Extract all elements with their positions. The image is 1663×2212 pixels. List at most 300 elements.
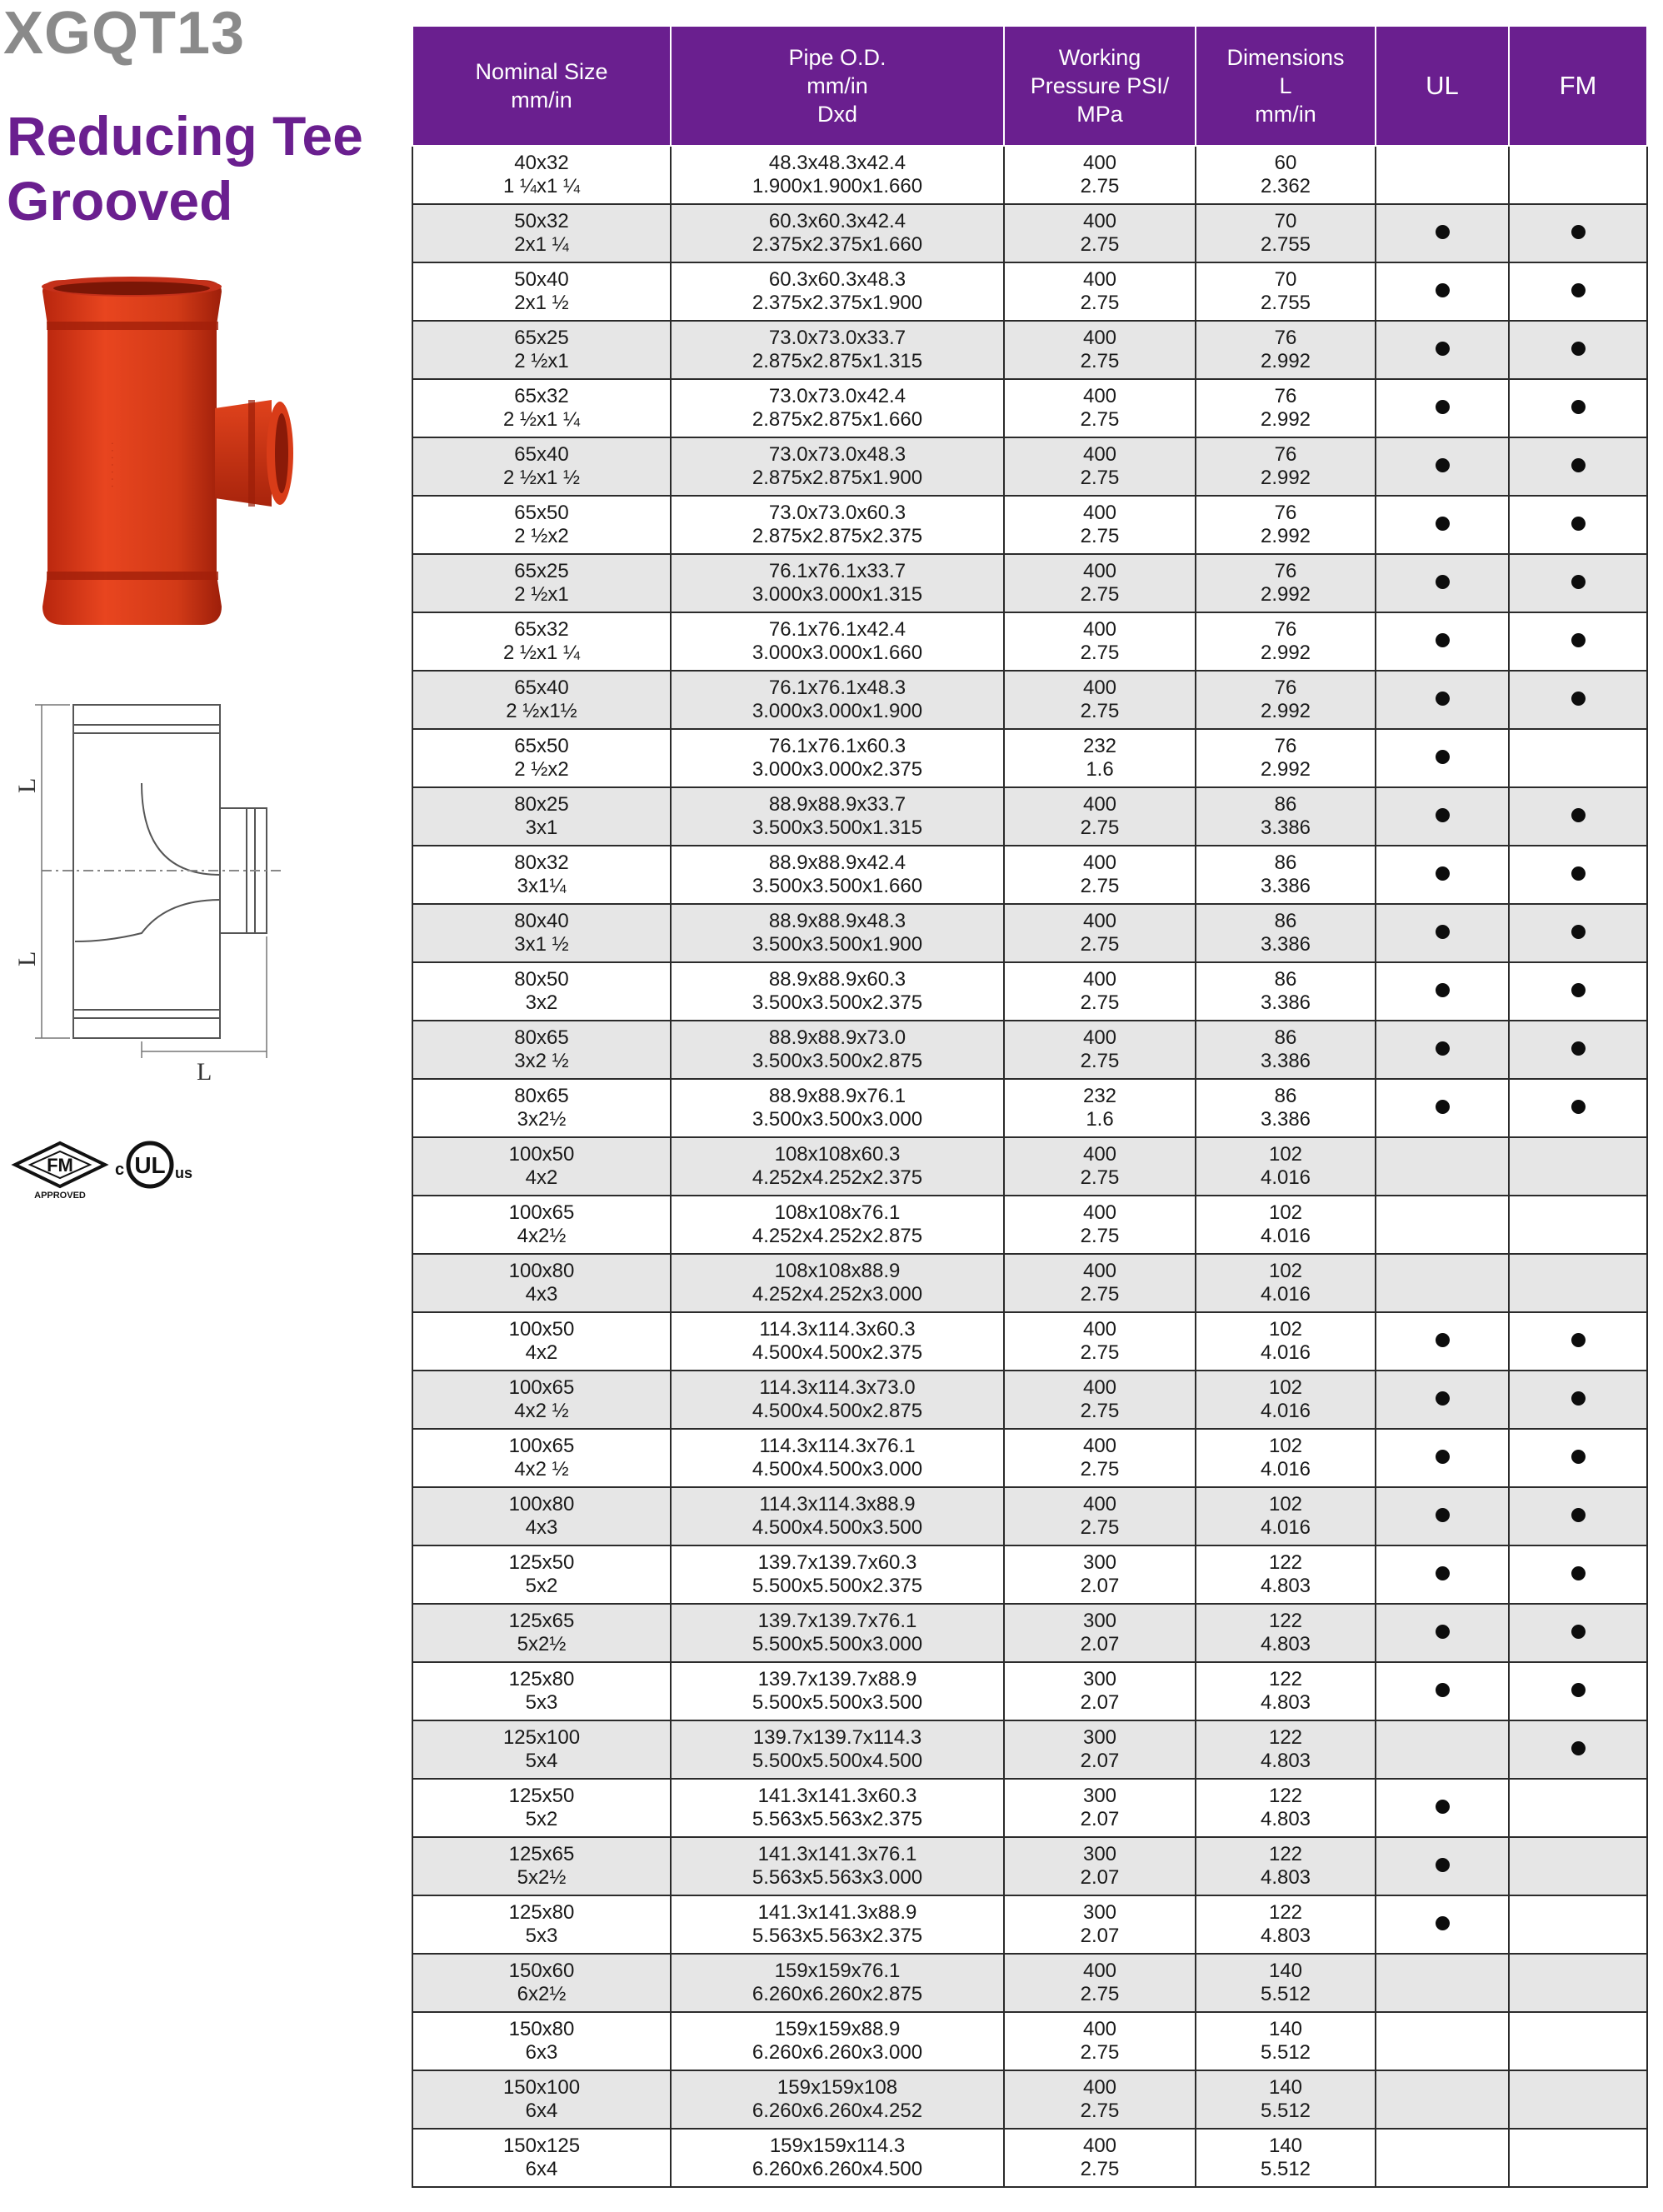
col-header-fm: FM (1509, 26, 1647, 146)
listed-dot-icon (1571, 400, 1586, 414)
fm-listing-cell (1509, 379, 1647, 437)
listed-dot-icon (1436, 925, 1450, 939)
listed-dot-icon (1436, 983, 1450, 997)
listed-dot-icon (1436, 750, 1450, 764)
listed-dot-icon (1571, 1508, 1586, 1522)
dimension-cell: 76 2.992 (1196, 729, 1376, 787)
dimension-cell: 140 5.512 (1196, 2012, 1376, 2070)
table-row (412, 1545, 1647, 1604)
table-row (412, 1254, 1647, 1312)
listed-dot-icon (1571, 983, 1586, 997)
listed-dot-icon (1436, 1916, 1450, 1930)
working-pressure-cell: 400 2.75 (1004, 146, 1196, 204)
working-pressure-cell: 300 2.07 (1004, 1837, 1196, 1895)
listed-dot-icon (1436, 1041, 1450, 1056)
table-row (412, 904, 1647, 962)
table-body (412, 146, 1647, 2187)
table-row (412, 554, 1647, 612)
fm-listing-cell (1509, 1429, 1647, 1487)
listed-dot-icon (1436, 400, 1450, 414)
listed-dot-icon (1571, 1683, 1586, 1697)
table-row (412, 1137, 1647, 1196)
dimension-cell: 122 4.803 (1196, 1779, 1376, 1837)
ul-listing-cell (1376, 671, 1509, 729)
nominal-size-cell: 150x100 6x4 (412, 2070, 671, 2129)
pipe-od-cell: 139.7x139.7x88.9 5.500x5.500x3.500 (671, 1662, 1004, 1720)
pipe-od-cell: 88.9x88.9x33.7 3.500x3.500x1.315 (671, 787, 1004, 846)
table-row (412, 204, 1647, 262)
dimension-cell: 76 2.992 (1196, 612, 1376, 671)
table-row (412, 496, 1647, 554)
table-row (412, 1021, 1647, 1079)
pipe-od-cell: 60.3x60.3x42.4 2.375x2.375x1.660 (671, 204, 1004, 262)
listed-dot-icon (1571, 1625, 1586, 1639)
ul-listing-cell (1376, 2070, 1509, 2129)
fm-listing-cell (1509, 1021, 1647, 1079)
listed-dot-icon (1436, 517, 1450, 531)
table-row (412, 1312, 1647, 1371)
dimension-cell: 102 4.016 (1196, 1429, 1376, 1487)
pipe-od-cell: 159x159x114.3 6.260x6.260x4.500 (671, 2129, 1004, 2187)
listed-dot-icon (1436, 1625, 1450, 1639)
nominal-size-cell: 100x50 4x2 (412, 1312, 671, 1371)
working-pressure-cell: 300 2.07 (1004, 1662, 1196, 1720)
dimension-cell: 60 2.362 (1196, 146, 1376, 204)
dimension-cell: 122 4.803 (1196, 1662, 1376, 1720)
dimension-cell: 76 2.992 (1196, 437, 1376, 496)
product-title-line-2: Grooved (7, 170, 233, 232)
pipe-od-cell: 73.0x73.0x60.3 2.875x2.875x2.375 (671, 496, 1004, 554)
nominal-size-cell: 65x50 2 ½x2 (412, 729, 671, 787)
dimension-cell: 86 3.386 (1196, 1021, 1376, 1079)
dimension-cell: 122 4.803 (1196, 1837, 1376, 1895)
nominal-size-cell: 65x25 2 ½x1 (412, 554, 671, 612)
table-row (412, 729, 1647, 787)
dimension-cell: 76 2.992 (1196, 554, 1376, 612)
table-row (412, 2129, 1647, 2187)
table-row (412, 1779, 1647, 1837)
fm-listing-cell (1509, 1720, 1647, 1779)
nominal-size-cell: 100x80 4x3 (412, 1487, 671, 1545)
nominal-size-cell: 80x32 3x1¼ (412, 846, 671, 904)
nominal-size-cell: 100x50 4x2 (412, 1137, 671, 1196)
table-row (412, 437, 1647, 496)
listed-dot-icon (1571, 1041, 1586, 1056)
working-pressure-cell: 400 2.75 (1004, 1371, 1196, 1429)
nominal-size-cell: 125x50 5x2 (412, 1779, 671, 1837)
ul-listing-cell (1376, 1487, 1509, 1545)
nominal-size-cell: 100x80 4x3 (412, 1254, 671, 1312)
ul-listing-cell (1376, 146, 1509, 204)
certification-logos (12, 1133, 212, 1200)
ul-listing-cell (1376, 1837, 1509, 1895)
ul-listing-cell (1376, 204, 1509, 262)
working-pressure-cell: 400 2.75 (1004, 1954, 1196, 2012)
product-info-panel (0, 0, 400, 2212)
working-pressure-cell: 400 2.75 (1004, 671, 1196, 729)
listed-dot-icon (1571, 1391, 1586, 1406)
fm-listing-cell (1509, 496, 1647, 554)
pipe-od-cell: 76.1x76.1x60.3 3.000x3.000x2.375 (671, 729, 1004, 787)
ul-listing-cell (1376, 1371, 1509, 1429)
ul-listing-cell (1376, 1662, 1509, 1720)
nominal-size-cell: 100x65 4x2 ½ (412, 1429, 671, 1487)
table-row (412, 146, 1647, 204)
table-row (412, 846, 1647, 904)
nominal-size-cell: 150x60 6x2½ (412, 1954, 671, 2012)
listed-dot-icon (1436, 283, 1450, 297)
working-pressure-cell: 300 2.07 (1004, 1720, 1196, 1779)
nominal-size-cell: 65x40 2 ½x1½ (412, 671, 671, 729)
working-pressure-cell: 300 2.07 (1004, 1779, 1196, 1837)
nominal-size-cell: 65x32 2 ½x1 ¼ (412, 612, 671, 671)
table-row (412, 379, 1647, 437)
pipe-od-cell: 114.3x114.3x76.1 4.500x4.500x3.000 (671, 1429, 1004, 1487)
table-row (412, 1895, 1647, 1954)
pipe-od-cell: 159x159x108 6.260x6.260x4.252 (671, 2070, 1004, 2129)
col-header-pipe-od: Pipe O.D. mm/in Dxd (671, 26, 1004, 146)
dimension-cell: 102 4.016 (1196, 1487, 1376, 1545)
pipe-od-cell: 108x108x76.1 4.252x4.252x2.875 (671, 1196, 1004, 1254)
fm-listing-cell (1509, 612, 1647, 671)
pipe-od-cell: 76.1x76.1x48.3 3.000x3.000x1.900 (671, 671, 1004, 729)
ul-listing-cell (1376, 846, 1509, 904)
pipe-od-cell: 141.3x141.3x60.3 5.563x5.563x2.375 (671, 1779, 1004, 1837)
dimension-cell: 122 4.803 (1196, 1720, 1376, 1779)
table-row (412, 1837, 1647, 1895)
fm-listing-cell (1509, 262, 1647, 321)
table-row (412, 962, 1647, 1021)
table-row (412, 1371, 1647, 1429)
listed-dot-icon (1436, 1566, 1450, 1580)
working-pressure-cell: 232 1.6 (1004, 729, 1196, 787)
dimension-cell: 86 3.386 (1196, 1079, 1376, 1137)
ul-listing-cell (1376, 2012, 1509, 2070)
fm-listing-cell (1509, 1137, 1647, 1196)
nominal-size-cell: 125x65 5x2½ (412, 1604, 671, 1662)
nominal-size-cell: 80x50 3x2 (412, 962, 671, 1021)
pipe-od-cell: 88.9x88.9x76.1 3.500x3.500x3.000 (671, 1079, 1004, 1137)
nominal-size-cell: 125x80 5x3 (412, 1895, 671, 1954)
pipe-od-cell: 73.0x73.0x33.7 2.875x2.875x1.315 (671, 321, 1004, 379)
ul-listing-cell (1376, 904, 1509, 962)
listed-dot-icon (1571, 1450, 1586, 1464)
working-pressure-cell: 400 2.75 (1004, 437, 1196, 496)
dimension-label-bottom: L (197, 1058, 212, 1086)
listed-dot-icon (1436, 866, 1450, 881)
listed-dot-icon (1571, 283, 1586, 297)
pipe-od-cell: 141.3x141.3x76.1 5.563x5.563x3.000 (671, 1837, 1004, 1895)
pipe-od-cell: 108x108x60.3 4.252x4.252x2.375 (671, 1137, 1004, 1196)
nominal-size-cell: 80x65 3x2 ½ (412, 1021, 671, 1079)
ul-listing-cell (1376, 1312, 1509, 1371)
ul-c-text: c (115, 1161, 125, 1179)
table-row (412, 1720, 1647, 1779)
fm-approved-logo (15, 1143, 105, 1201)
fm-listing-cell (1509, 1954, 1647, 2012)
dimension-cell: 102 4.016 (1196, 1137, 1376, 1196)
ul-listing-cell (1376, 496, 1509, 554)
fm-logo-text: FM (47, 1155, 73, 1176)
ul-listing-cell (1376, 1779, 1509, 1837)
ul-listing-cell (1376, 379, 1509, 437)
pipe-od-cell: 159x159x88.9 6.260x6.260x3.000 (671, 2012, 1004, 2070)
pipe-od-cell: 88.9x88.9x60.3 3.500x3.500x2.375 (671, 962, 1004, 1021)
fm-listing-cell (1509, 204, 1647, 262)
col-header-ul: UL (1376, 26, 1509, 146)
table-row (412, 612, 1647, 671)
nominal-size-cell: 65x32 2 ½x1 ¼ (412, 379, 671, 437)
table-row (412, 1196, 1647, 1254)
listed-dot-icon (1571, 517, 1586, 531)
ul-listing-cell (1376, 554, 1509, 612)
ul-listing-cell (1376, 321, 1509, 379)
table-row (412, 1662, 1647, 1720)
ul-listing-cell (1376, 1604, 1509, 1662)
pipe-od-cell: 88.9x88.9x73.0 3.500x3.500x2.875 (671, 1021, 1004, 1079)
fm-listing-cell (1509, 729, 1647, 787)
listed-dot-icon (1571, 575, 1586, 589)
nominal-size-cell: 125x80 5x3 (412, 1662, 671, 1720)
ul-listing-cell (1376, 1895, 1509, 1954)
ul-listing-cell (1376, 787, 1509, 846)
working-pressure-cell: 400 2.75 (1004, 2012, 1196, 2070)
listed-dot-icon (1571, 866, 1586, 881)
fm-listing-cell (1509, 1254, 1647, 1312)
fm-listing-cell (1509, 1779, 1647, 1837)
ul-listing-cell (1376, 612, 1509, 671)
working-pressure-cell: 400 2.75 (1004, 496, 1196, 554)
model-code: XGQT13 (3, 0, 246, 67)
nominal-size-cell: 125x100 5x4 (412, 1720, 671, 1779)
table-row (412, 787, 1647, 846)
pipe-od-cell: 76.1x76.1x33.7 3.000x3.000x1.315 (671, 554, 1004, 612)
listed-dot-icon (1571, 808, 1586, 822)
fm-listing-cell (1509, 1662, 1647, 1720)
working-pressure-cell: 300 2.07 (1004, 1895, 1196, 1954)
ul-listing-cell (1376, 1429, 1509, 1487)
nominal-size-cell: 50x32 2x1 ¼ (412, 204, 671, 262)
pipe-od-cell: 108x108x88.9 4.252x4.252x3.000 (671, 1254, 1004, 1312)
product-title (7, 103, 363, 233)
svg-text:· · · · · · ·: · · · · · · · (107, 442, 120, 488)
cul-us-logo (115, 1143, 192, 1186)
ul-listing-cell (1376, 962, 1509, 1021)
fm-listing-cell (1509, 554, 1647, 612)
table-row (412, 671, 1647, 729)
working-pressure-cell: 400 2.75 (1004, 262, 1196, 321)
working-pressure-cell: 400 2.75 (1004, 1137, 1196, 1196)
pipe-od-cell: 88.9x88.9x42.4 3.500x3.500x1.660 (671, 846, 1004, 904)
fm-listing-cell (1509, 962, 1647, 1021)
fm-listing-cell (1509, 787, 1647, 846)
fm-approved-text: APPROVED (34, 1191, 86, 1201)
working-pressure-cell: 400 2.75 (1004, 904, 1196, 962)
working-pressure-cell: 400 2.75 (1004, 1196, 1196, 1254)
table-header-row (412, 26, 1647, 146)
listed-dot-icon (1571, 1741, 1586, 1755)
fm-listing-cell (1509, 1604, 1647, 1662)
ul-listing-cell (1376, 1954, 1509, 2012)
table-row (412, 1954, 1647, 2012)
fm-listing-cell (1509, 437, 1647, 496)
pipe-od-cell: 76.1x76.1x42.4 3.000x3.000x1.660 (671, 612, 1004, 671)
working-pressure-cell: 300 2.07 (1004, 1545, 1196, 1604)
dimension-cell: 140 5.512 (1196, 2070, 1376, 2129)
pipe-od-cell: 73.0x73.0x42.4 2.875x2.875x1.660 (671, 379, 1004, 437)
ul-listing-cell (1376, 1021, 1509, 1079)
listed-dot-icon (1436, 575, 1450, 589)
listed-dot-icon (1571, 225, 1586, 239)
dimension-cell: 102 4.016 (1196, 1371, 1376, 1429)
listed-dot-icon (1436, 342, 1450, 356)
dimension-cell: 140 5.512 (1196, 1954, 1376, 2012)
nominal-size-cell: 150x125 6x4 (412, 2129, 671, 2187)
nominal-size-cell: 80x40 3x1 ½ (412, 904, 671, 962)
ul-listing-cell (1376, 1720, 1509, 1779)
col-header-dimensions: Dimensions L mm/in (1196, 26, 1376, 146)
fm-listing-cell (1509, 2012, 1647, 2070)
dimension-cell: 122 4.803 (1196, 1545, 1376, 1604)
listed-dot-icon (1436, 1100, 1450, 1114)
dimension-cell: 122 4.803 (1196, 1895, 1376, 1954)
working-pressure-cell: 400 2.75 (1004, 962, 1196, 1021)
dimension-cell: 70 2.755 (1196, 262, 1376, 321)
nominal-size-cell: 80x65 3x2½ (412, 1079, 671, 1137)
pipe-od-cell: 73.0x73.0x48.3 2.875x2.875x1.900 (671, 437, 1004, 496)
pipe-od-cell: 139.7x139.7x76.1 5.500x5.500x3.000 (671, 1604, 1004, 1662)
table-row (412, 1604, 1647, 1662)
nominal-size-cell: 100x65 4x2½ (412, 1196, 671, 1254)
working-pressure-cell: 400 2.75 (1004, 2070, 1196, 2129)
fm-listing-cell (1509, 1079, 1647, 1137)
fm-listing-cell (1509, 1895, 1647, 1954)
ul-listing-cell (1376, 2129, 1509, 2187)
listed-dot-icon (1436, 1508, 1450, 1522)
fm-listing-cell (1509, 1196, 1647, 1254)
table-row (412, 262, 1647, 321)
pipe-od-cell: 114.3x114.3x88.9 4.500x4.500x3.500 (671, 1487, 1004, 1545)
fm-listing-cell (1509, 1837, 1647, 1895)
listed-dot-icon (1436, 458, 1450, 472)
ul-listing-cell (1376, 1196, 1509, 1254)
listed-dot-icon (1436, 1450, 1450, 1464)
ul-listing-cell (1376, 1545, 1509, 1604)
dimension-cell: 76 2.992 (1196, 321, 1376, 379)
ul-listing-cell (1376, 262, 1509, 321)
dimension-drawing (13, 692, 308, 1086)
nominal-size-cell: 65x25 2 ½x1 (412, 321, 671, 379)
working-pressure-cell: 400 2.75 (1004, 1487, 1196, 1545)
listed-dot-icon (1571, 1100, 1586, 1114)
working-pressure-cell: 232 1.6 (1004, 1079, 1196, 1137)
listed-dot-icon (1436, 1391, 1450, 1406)
reducing-tee-photo (30, 275, 305, 633)
pipe-od-cell: 88.9x88.9x48.3 3.500x3.500x1.900 (671, 904, 1004, 962)
col-header-working-pressure: Working Pressure PSI/ MPa (1004, 26, 1196, 146)
ul-listing-cell (1376, 1254, 1509, 1312)
listed-dot-icon (1436, 1800, 1450, 1814)
pipe-od-cell: 139.7x139.7x114.3 5.500x5.500x4.500 (671, 1720, 1004, 1779)
table-row (412, 1487, 1647, 1545)
product-title-line-1: Reducing Tee (7, 105, 363, 167)
fm-listing-cell (1509, 146, 1647, 204)
table-row (412, 1429, 1647, 1487)
fm-listing-cell (1509, 1545, 1647, 1604)
listed-dot-icon (1571, 925, 1586, 939)
dimension-cell: 76 2.992 (1196, 379, 1376, 437)
fm-listing-cell (1509, 1487, 1647, 1545)
fm-listing-cell (1509, 2129, 1647, 2187)
pipe-od-cell: 114.3x114.3x60.3 4.500x4.500x2.375 (671, 1312, 1004, 1371)
working-pressure-cell: 300 2.07 (1004, 1604, 1196, 1662)
fm-listing-cell (1509, 904, 1647, 962)
dimension-cell: 86 3.386 (1196, 904, 1376, 962)
working-pressure-cell: 400 2.75 (1004, 321, 1196, 379)
working-pressure-cell: 400 2.75 (1004, 1254, 1196, 1312)
ul-logo-text: UL (134, 1152, 166, 1178)
dimension-cell: 102 4.016 (1196, 1196, 1376, 1254)
working-pressure-cell: 400 2.75 (1004, 2129, 1196, 2187)
working-pressure-cell: 400 2.75 (1004, 1021, 1196, 1079)
fm-listing-cell (1509, 846, 1647, 904)
col-header-nominal-size: Nominal Size mm/in (412, 26, 671, 146)
working-pressure-cell: 400 2.75 (1004, 846, 1196, 904)
nominal-size-cell: 125x50 5x2 (412, 1545, 671, 1604)
table-row (412, 1079, 1647, 1137)
listed-dot-icon (1571, 692, 1586, 706)
ul-listing-cell (1376, 437, 1509, 496)
pipe-od-cell: 139.7x139.7x60.3 5.500x5.500x2.375 (671, 1545, 1004, 1604)
pipe-od-cell: 60.3x60.3x48.3 2.375x2.375x1.900 (671, 262, 1004, 321)
dimension-label-lower: L (13, 951, 41, 966)
working-pressure-cell: 400 2.75 (1004, 554, 1196, 612)
listed-dot-icon (1571, 458, 1586, 472)
table-row (412, 2070, 1647, 2129)
listed-dot-icon (1436, 1333, 1450, 1347)
fm-listing-cell (1509, 1371, 1647, 1429)
dimension-cell: 102 4.016 (1196, 1312, 1376, 1371)
listed-dot-icon (1571, 1333, 1586, 1347)
working-pressure-cell: 400 2.75 (1004, 379, 1196, 437)
nominal-size-cell: 65x40 2 ½x1 ½ (412, 437, 671, 496)
dimension-cell: 76 2.992 (1196, 671, 1376, 729)
table-row (412, 321, 1647, 379)
dimension-cell: 86 3.386 (1196, 846, 1376, 904)
dimension-cell: 86 3.386 (1196, 962, 1376, 1021)
dimension-cell: 102 4.016 (1196, 1254, 1376, 1312)
fm-listing-cell (1509, 671, 1647, 729)
listed-dot-icon (1436, 633, 1450, 647)
nominal-size-cell: 100x65 4x2 ½ (412, 1371, 671, 1429)
ul-listing-cell (1376, 1079, 1509, 1137)
listed-dot-icon (1436, 225, 1450, 239)
spec-table-container (412, 25, 1646, 2188)
dimension-cell: 122 4.803 (1196, 1604, 1376, 1662)
listed-dot-icon (1571, 342, 1586, 356)
working-pressure-cell: 400 2.75 (1004, 1429, 1196, 1487)
working-pressure-cell: 400 2.75 (1004, 787, 1196, 846)
nominal-size-cell: 125x65 5x2½ (412, 1837, 671, 1895)
pipe-od-cell: 141.3x141.3x88.9 5.563x5.563x2.375 (671, 1895, 1004, 1954)
dimension-cell: 140 5.512 (1196, 2129, 1376, 2187)
working-pressure-cell: 400 2.75 (1004, 1312, 1196, 1371)
dimension-label-upper: L (13, 777, 41, 793)
listed-dot-icon (1436, 1683, 1450, 1697)
listed-dot-icon (1436, 692, 1450, 706)
working-pressure-cell: 400 2.75 (1004, 204, 1196, 262)
working-pressure-cell: 400 2.75 (1004, 612, 1196, 671)
